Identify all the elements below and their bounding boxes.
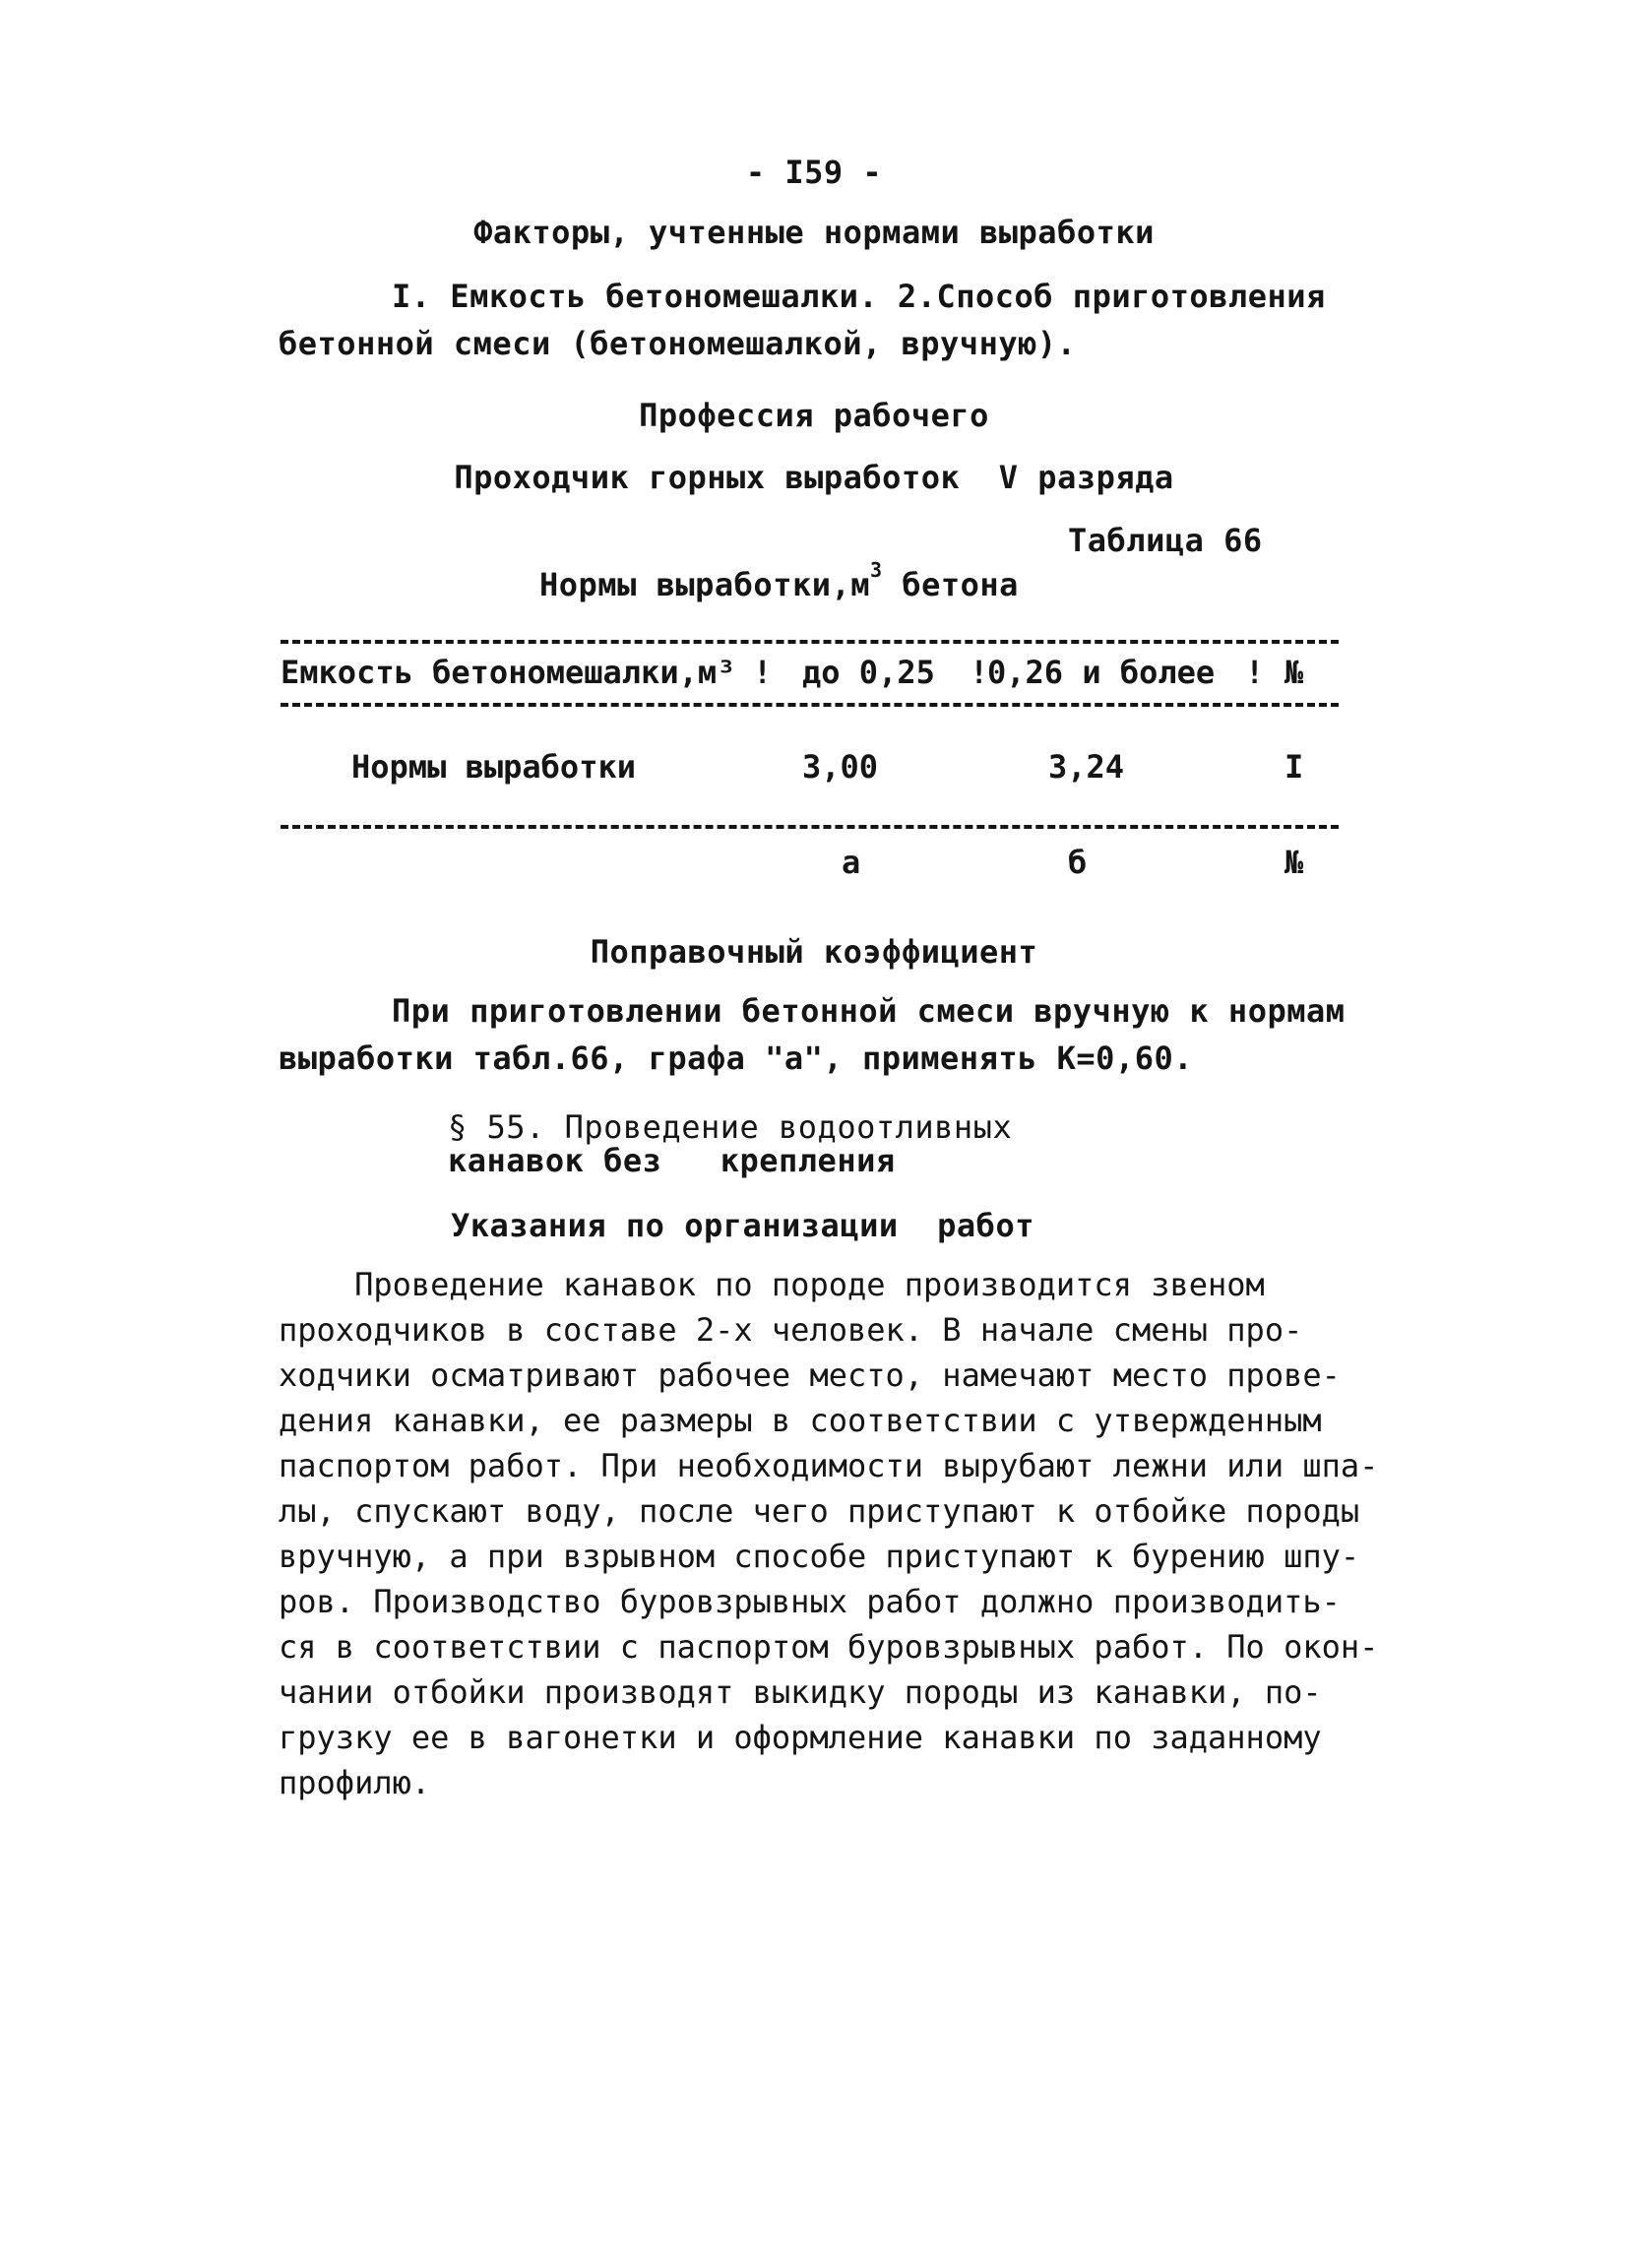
header-col-a: до 0,25: [802, 654, 935, 691]
table-header-row: [281, 654, 1339, 697]
paragraph-line: ся в соответствии с паспортом буровзрывных работ. По окон-: [279, 1628, 1379, 1666]
header-capacity: Емкость бетономешалки,м³: [281, 654, 736, 691]
paragraph-line: грузку ее в вагонетки и оформление канавки по заданному: [279, 1719, 1322, 1756]
row-label: Нормы выработки: [351, 748, 636, 786]
table-bottom-rule: [281, 825, 1339, 829]
table-label: Таблица 66: [1068, 522, 1263, 559]
correction-line-2: выработки табл.66, графа "а", применять К=0,60.: [279, 1040, 1193, 1077]
header-col-num: №: [1284, 654, 1304, 691]
factors-line-2: бетонной смеси (бетономешалкой, вручную).: [279, 325, 1077, 362]
section-title-line-2: канавок без крепления: [448, 1142, 896, 1179]
paragraph-line: Проведение канавок по породе производится звеном: [279, 1266, 1265, 1303]
paragraph-line: чании отбойки производят выкидку породы из канавки, по-: [279, 1673, 1322, 1711]
instructions-paragraph: [279, 1262, 1379, 1805]
correction-heading: Поправочный коэффициент: [590, 933, 1038, 971]
table-caption-text: Нормы выработки,м: [539, 566, 871, 603]
paragraph-line: паспортом работ. При необходимости вырубают лежни или шпа-: [279, 1447, 1379, 1484]
row-value-a: 3,00: [802, 748, 879, 786]
paragraph-line: вручную, а при взрывном способе приступают к бурению шпу-: [279, 1538, 1360, 1575]
paragraph-line: проходчиков в составе 2-х человек. В начале смены про-: [279, 1311, 1303, 1349]
paragraph-line: ров. Производство буровзрывных работ должно производить-: [279, 1583, 1341, 1620]
profession-heading: Профессия рабочего: [639, 397, 989, 434]
header-sep-2: !: [970, 654, 989, 691]
correction-line-1: При приготовлении бетонной смеси вручную к нормам: [392, 992, 1346, 1030]
table-footer-row: [281, 844, 1339, 887]
table-caption-superscript: 3: [870, 558, 883, 582]
row-value-b: 3,24: [1048, 748, 1125, 786]
instructions-heading: Указания по организации работ: [451, 1207, 1034, 1244]
table-header-rule: [281, 703, 1339, 707]
section-title-line-1: § 55. Проведение водоотливных: [448, 1108, 1013, 1146]
table-caption: [539, 558, 1019, 603]
header-sep-3: !: [1245, 654, 1265, 691]
footer-col-b: б: [1068, 844, 1088, 881]
table-caption-unit: бетона: [882, 566, 1019, 603]
footer-col-a: а: [842, 844, 861, 881]
factors-heading: Факторы, учтенные нормами выработки: [473, 214, 1155, 251]
paragraph-line: профилю.: [279, 1764, 431, 1801]
header-col-b: 0,26 и более: [987, 654, 1216, 691]
profession-text: Проходчик горных выработок V разряда: [454, 459, 1174, 496]
table-row: [281, 748, 1339, 791]
footer-col-num: №: [1284, 844, 1304, 881]
factors-line-1: I. Емкость бетономешалки. 2.Способ приготовления: [392, 278, 1326, 315]
table-top-rule: [281, 640, 1339, 644]
paragraph-line: дения канавки, ее размеры в соответствии с утвержденным: [279, 1402, 1322, 1439]
paragraph-line: лы, спускают воду, после чего приступают к отбойке породы: [279, 1492, 1360, 1530]
header-sep-1: !: [753, 654, 773, 691]
page-number: - I59 -: [745, 154, 883, 191]
row-number: I: [1284, 748, 1304, 786]
paragraph-line: ходчики осматривают рабочее место, намечают место прове-: [279, 1356, 1341, 1394]
